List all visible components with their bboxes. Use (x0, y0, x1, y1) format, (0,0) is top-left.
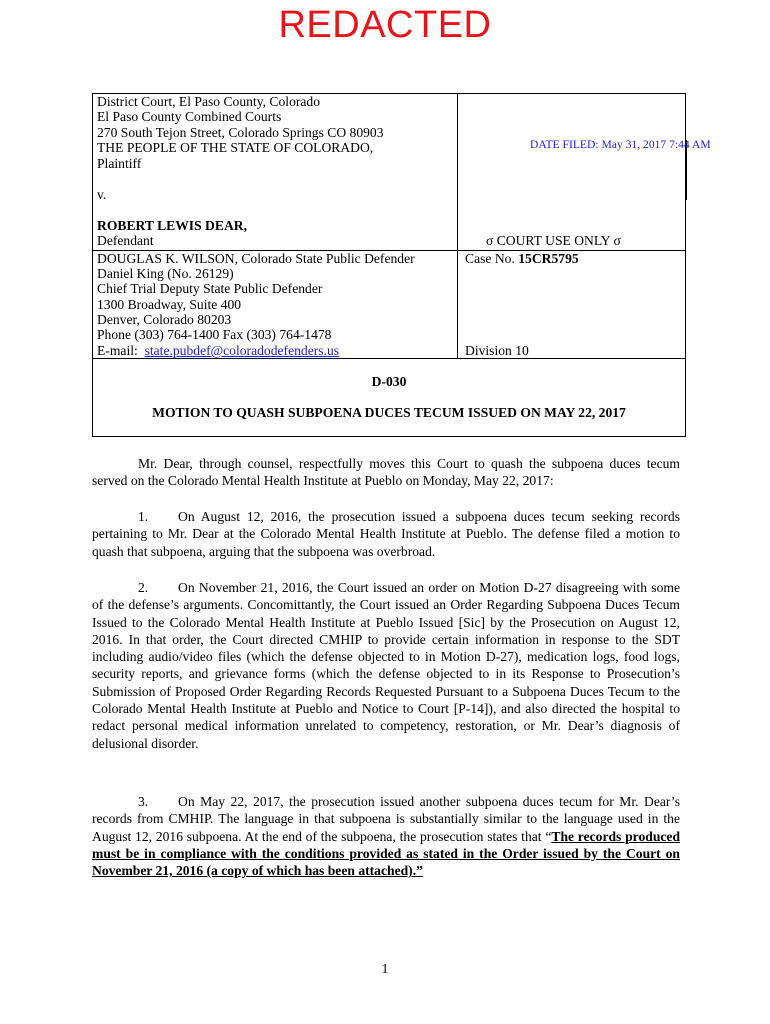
email-line (97, 343, 339, 358)
court-use-only: σ COURT USE ONLY σ (486, 233, 621, 248)
paragraph-1 (92, 508, 680, 560)
court-line: El Paso County Combined Courts (97, 109, 282, 124)
defendant-role: Defendant (97, 233, 154, 248)
paragraph-number: 3. (138, 794, 149, 809)
division: Division 10 (465, 343, 529, 358)
redacted-stamp: REDACTED (278, 4, 492, 46)
email-label: E-mail: (97, 343, 138, 358)
motion-title: MOTION TO QUASH SUBPOENA DUCES TECUM ISSUED ON MAY 22, 2017 (152, 405, 626, 420)
counsel-line: Denver, Colorado 80203 (97, 312, 232, 327)
motion-number: D-030 (371, 374, 407, 389)
paragraph-number: 2. (138, 580, 149, 595)
paragraph-text: On August 12, 2016, the prosecution issued a subpoena duces tecum seeking records pertaining to Mr. Dear at the Colorado Mental Health Institute at Pueblo. The defense filed a motion to quash that subpoena, arguing that the subpoena was overbroad. (92, 509, 680, 559)
case-label: Case No. (465, 251, 515, 266)
counsel-line: Daniel King (No. 26129) (97, 266, 234, 281)
paragraph-number: 1. (138, 509, 149, 524)
counsel-line: Chief Trial Deputy State Public Defender (97, 281, 323, 296)
paragraph-2 (92, 579, 680, 752)
plaintiff-role: Plaintiff (97, 156, 142, 171)
caption-divider-vertical (457, 93, 458, 358)
email-link[interactable]: state.pubdef@coloradodefenders.us (144, 343, 340, 358)
court-line: 270 South Tejon Street, Colorado Springs CO 80903 (97, 125, 384, 140)
versus: v. (97, 187, 107, 202)
paragraph-3 (92, 793, 680, 879)
case-number-line (465, 251, 579, 266)
paragraph-text: On May 22, 2017, the prosecution issued another subpoena duces tecum for Mr. Dear’s records from CMHIP. The language in that subpoena is substantially similar to the language used in the August 12, 2016 subpoena. At the end of the subpoena, the prosecution states that “ (92, 794, 680, 844)
case-number: 15CR5795 (518, 251, 579, 266)
date-filed-stamp: DATE FILED: May 31, 2017 7:44 AM (530, 138, 711, 151)
counsel-line: DOUGLAS K. WILSON, Colorado State Public Defender (97, 251, 415, 266)
defendant-name: ROBERT LEWIS DEAR, (97, 218, 247, 233)
page-number: 1 (381, 961, 389, 976)
plaintiff-line: THE PEOPLE OF THE STATE OF COLORADO, (97, 140, 374, 155)
intro-paragraph: Mr. Dear, through counsel, respectfully moves this Court to quash the subpoena duces tecum served on the Colorado Mental Health Institute at Pueblo on Monday, May 22, 2017: (92, 456, 680, 489)
court-line: District Court, El Paso County, Colorado (97, 94, 321, 109)
paragraph-text: On November 21, 2016, the Court issued an order on Motion D-27 disagreeing with some of the defense’s arguments. Concomittantly, the Court issued an Order Regarding Subpoena Duces Tecum Issued to the Colorado Mental Health Institute at Pueblo Issued [Sic] by the Prosecution on August 12, 2016. In that order, the Court directed CMHIP to provide certain information in response to the SDT including audio/video files (which the defense objected to in Motion D-27), medication logs, food logs, security reports, and grievance forms (which the defense objected to in its Response to Prosecution’s Submission of Proposed Order Regarding Records Requested Pursuant to a Subpoena Duces Tecum to the Colorado Mental Health Institute at Pueblo and Notice to Court [P-14]), and also directed the hospital to redact personal medical information unrelated to competency, restoration, or Mr. Dear’s diagnosis of delusional disorder. (92, 580, 680, 751)
counsel-line: 1300 Broadway, Suite 400 (97, 297, 242, 312)
counsel-line: Phone (303) 764-1400 Fax (303) 764-1478 (97, 327, 332, 342)
quoted-order-text: The records produced must be in compliance with the conditions provided as stated in the Order issued by the Court on November 21, 2016 (a copy of which has been attached).” (92, 828, 681, 879)
